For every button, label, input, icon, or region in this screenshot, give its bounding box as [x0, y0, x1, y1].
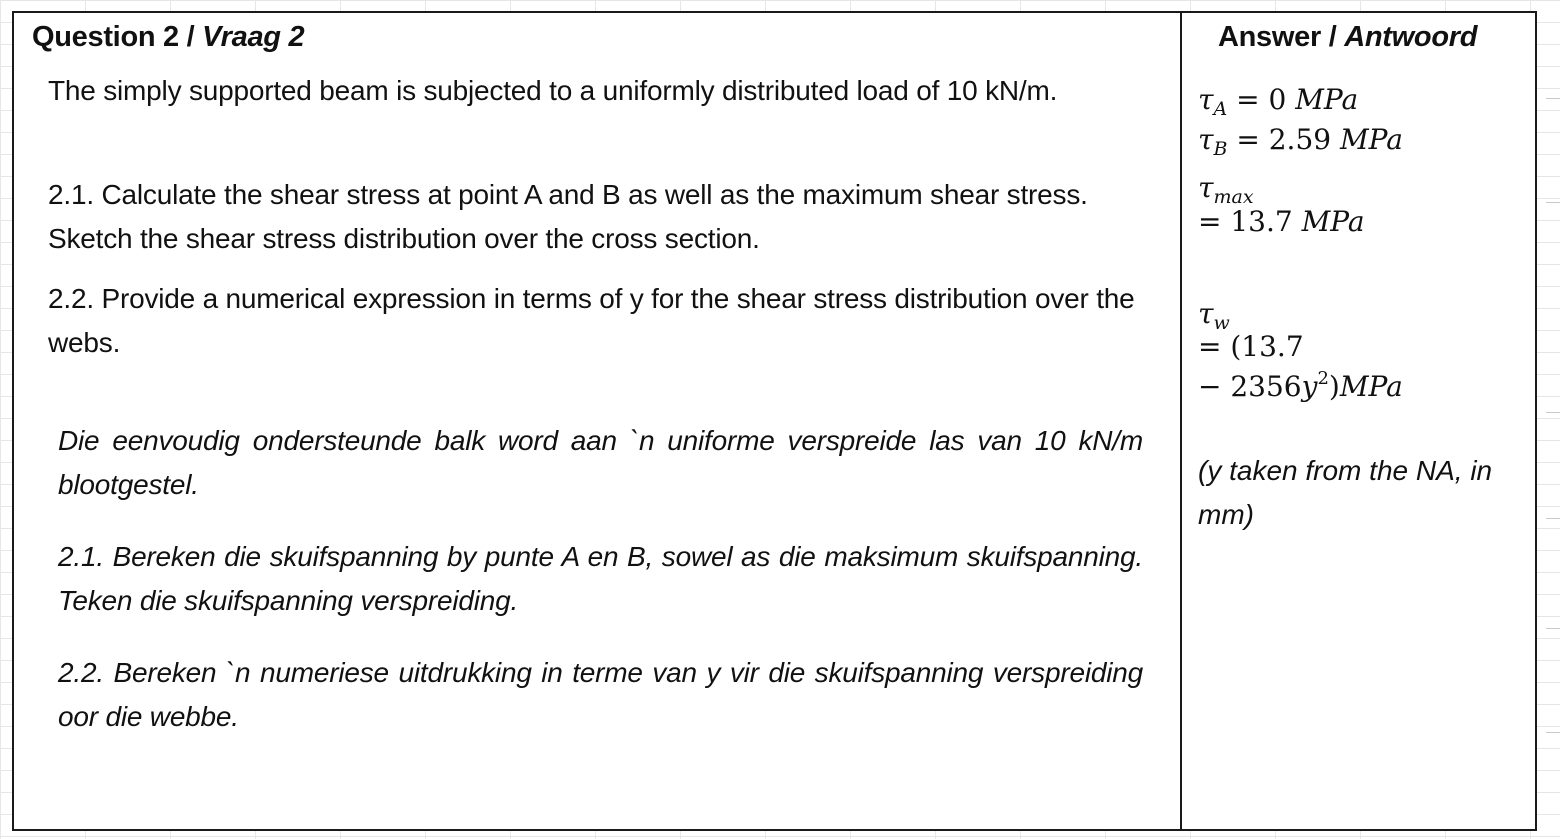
question-part1-en: 2.1. Calculate the shear stress at point A and B as well as the maximum shear stress. Sketch the shear stress distribution over the cross section. [48, 179, 1088, 254]
answer-header: Answer / Antwoord [1218, 21, 1478, 53]
answer-tau-b: $\tau_B = 2.59$ MPa [1198, 123, 1403, 160]
grid-edge-tick [1546, 732, 1560, 733]
answer-tau-max-symbol: $\tau_{max}$ [1198, 171, 1254, 208]
grid-edge-tick [1546, 412, 1560, 413]
column-divider [1180, 13, 1182, 829]
question-header: Question 2 / Vraag 2 [32, 21, 305, 53]
question-intro-en: The simply supported beam is subjected to a uniformly distributed load of 10 kN/m. [48, 75, 1058, 106]
answer-tau-w-symbol: $\tau_w$ [1198, 297, 1230, 334]
answer-tau-max-value: = 13.7 MPa [1198, 205, 1365, 238]
answer-tau-w-line2: = (13.7 [1198, 330, 1304, 363]
answer-tau-w-line3: − $2356y^2)MPa$ [1198, 368, 1403, 403]
question-part2-en: 2.2. Provide a numerical expression in terms of y for the shear stress distribution over the webs. [48, 283, 1135, 358]
grid-edge-tick [1546, 628, 1560, 629]
grid-edge-tick [1546, 518, 1560, 519]
answer-tau-a: $\tau_A = 0$ MPa [1198, 83, 1359, 120]
grid-edge-tick [1546, 202, 1560, 203]
answer-note: (y taken from the NA, in mm) [1198, 455, 1493, 530]
question-part1-af: 2.1. Bereken die skuifspanning by punte A en B, sowel as die maksimum skuifspanning. Teken die skuifspanning verspreiding. [58, 541, 1143, 616]
question-intro-af: Die eenvoudig ondersteunde balk word aan `n uniforme verspreide las van 10 kN/m blootgestel. [58, 425, 1143, 500]
question-answer-table [12, 11, 1537, 831]
grid-edge-tick [1546, 98, 1560, 99]
question-part2-af: 2.2. Bereken `n numeriese uitdrukking in terme van y vir die skuifspanning verspreiding oor die webbe. [58, 657, 1143, 732]
